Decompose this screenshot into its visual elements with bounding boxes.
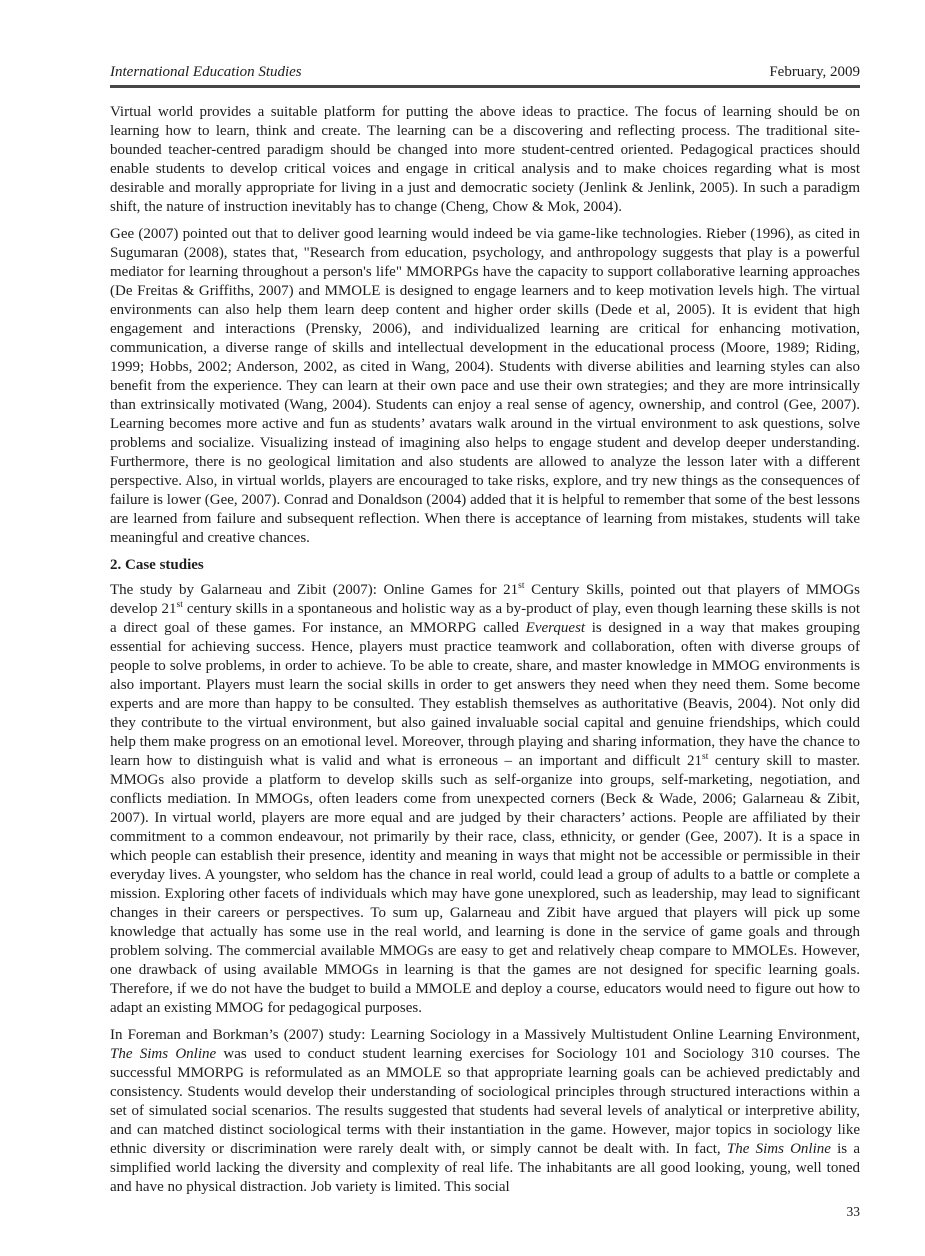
page-number: 33 [846,1204,860,1219]
page-footer [847,1204,861,1219]
article-body [110,103,860,1197]
issue-date: February, 2009 [769,64,860,80]
header-rule [110,85,860,88]
paragraph-galarneau-zibit-study: The study by Galarneau and Zibit (2007): Online Games for 21st Century Skills, pointed out that players of MMOGs develop 21st century skills in a spontaneous and holistic way as a by-product of play, even though learning these skills is not a direct goal of these games. For instance, an MMORPG called Everquest is designed in a way that makes grouping essential for achieving success. Hence, players must practice teamwork and collaboration, often with diverse groups of people to solve problems, in order to achieve. To be able to create, share, and master knowledge in MMOG environments is also important. Players must learn the social skills in order to get answers they need when they need them. Some become experts and are more than happy to be consulted. They establish themselves as authoritative (Beavis, 2004). Not only did they contribute to the virtual environment, but also gained invaluable social capital and genuine friendships, which could help them make progress on an emotional level. Moreover, through playing and sharing information, they have the chance to learn how to distinguish what is valid and what is erroneous – an important and difficult 21st century skill to master. MMOGs also provide a platform to develop skills such as self-organize into groups, self-marketing, negotiation, and conflicts mediation. In MMOGs, often leaders come from unexpected corners (Beck & Wade, 2006; Galarneau & Zibit, 2007). In virtual world, players are more equal and are judged by their characters’ actions. People are affiliated by their commitment to a common endeavour, not primarily by their race, class, ethnicity, or gender (Gee, 2007). It is a space in which people can establish their presence, identity and meaning in ways that might not be accessible or permissible in their everyday lives. A youngster, who seldom has the chance in real world, could lead a group of adults to a battle or complete a mission. Exploring other facets of individuals which may have gone unexplored, such as leadership, may lead to significant changes in their careers or perspectives. To sum up, Galarneau and Zibit have argued that players will pick up some knowledge that actually has some use in the real world, and learning is done in the service of game goals and through problem solving. The commercial available MMOGs are easy to get and relatively cheap compare to MMOLEs. However, one drawback of using available MMOGs in learning is that the games are not designed for specific learning goals. Therefore, if we do not have the budget to build a MMOLE and deploy a course, educators would need to figure out how to adapt an existing MMOG for pedagogical purposes. [110,580,860,1016]
paragraph-gee-game-like-learning: Gee (2007) pointed out that to deliver good learning would indeed be via game-like technologies. Rieber (1996), as cited in Sugumaran (2008), states that, "Research from education, psychology, and anthropology suggests that play is a powerful mediator for learning throughout a person's life" MMORPGs have the capacity to support collaborative learning approaches (De Freitas & Griffiths, 2007) and MMOLE is designed to engage learners and to keep motivation levels high. The virtual environments can also help them learn deep content and higher order skills (Dede et al, 2005). It is evident that high engagement and interactions (Prensky, 2006), and individualized learning are critical for enhancing motivation, communication, a diverse range of skills and intellectual development in the educational process (Moore, 1989; Riding, 1999; Hobbs, 2002; Anderson, 2002, as cited in Wang, 2004). Students with diverse abilities and learning styles can also benefit from the experience. They can learn at their own pace and use their own strategies; and they are more intrinsically than extrinsically motivated (Wang, 2004). Students can enjoy a real sense of agency, ownership, and control (Gee, 2007). Learning becomes more active and fun as students’ avatars walk around in the virtual environment to ask questions, solve problems and socialize. Visualizing instead of imagining also helps to engage student and develop deeper understanding. Furthermore, there is no geological limitation and also students are allowed to analyze the lesson later with a different perspective. Also, in virtual worlds, players are encouraged to take risks, explore, and try new things as the consequences of failure is lower (Gee, 2007). Conrad and Donaldson (2004) added that it is helpful to remember that some of the best lessons are learned from failure and subsequent reflection. When there is acceptance of learning from mistakes, students will take meaningful and creative chances. [110,225,860,546]
paragraph-foreman-borkman-study: In Foreman and Borkman’s (2007) study: Learning Sociology in a Massively Multistudent Online Learning Environment, The Sims Online was used to conduct student learning exercises for Sociology 101 and Sociology 310 courses. The successful MMORPG is reformulated as an MMOLE so that appropriate learning goals can be achieved predictably and consistency. Students would develop their understanding of sociological principles through structured interactions within a set of simulated social scenarios. The results suggested that students had several levels of analytical or interpretive ability, and can matched distinct sociological terms with their instantiation in the game. However, major topics in sociology like ethnic diversity or discrimination were rarely dealt with, or simply cannot be dealt with. In fact, The Sims Online is a simplified world lacking the diversity and complexity of real life. The inhabitants are all good looking, young, well toned and have no physical distraction. Job variety is limited. This social [110,1026,860,1195]
page-header [110,0,860,81]
journal-title: International Education Studies [110,64,302,80]
paragraph-virtual-world: Virtual world provides a suitable platform for putting the above ideas to practice. The focus of learning should be on learning how to learn, think and create. The learning can be a discovering and reflecting process. The traditional site-bounded teacher-centred paradigm should be changed into more student-centred oriented. Pedagogical practices should enable students to develop critical voices and engage in critical analysis and to make choices regarding what is most desirable and morally appropriate for living in a just and democratic society (Jenlink & Jenlink, 2005). In such a paradigm shift, the nature of instruction inevitably has to change (Cheng, Chow & Mok, 2004). [110,103,860,215]
section-heading-case-studies: 2. Case studies [110,556,204,573]
